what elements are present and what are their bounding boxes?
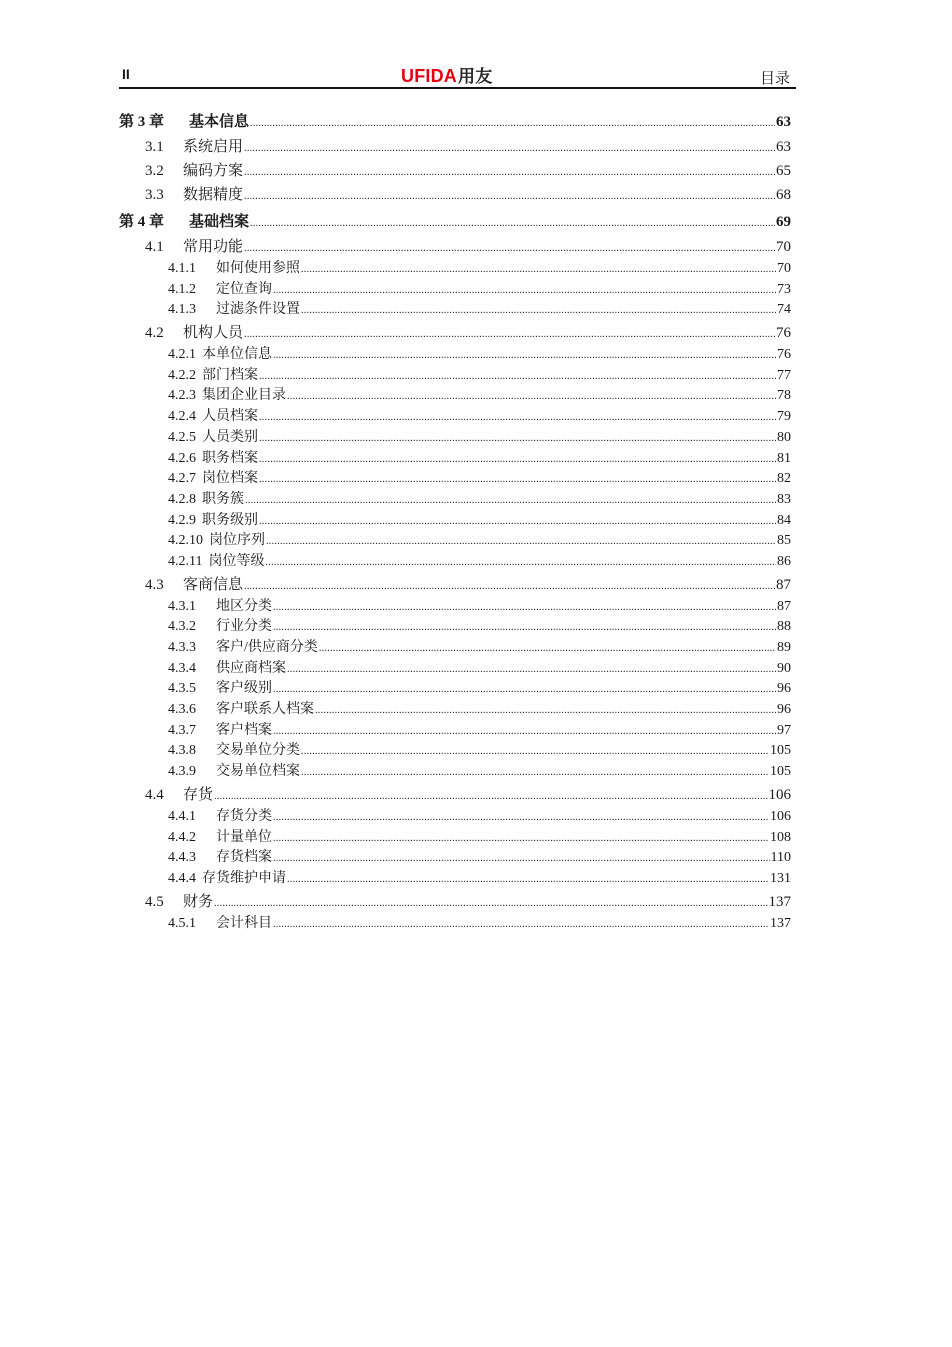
toc-entry-title: 基本信息 [189,114,250,130]
toc-entry-page: 110 [770,850,791,866]
toc-entry-page: 83 [777,491,791,507]
toc-entry-title: 客户档案 [216,722,272,738]
toc-entry-title: 职务档案 [202,450,258,466]
toc-entry-page: 96 [777,702,791,718]
toc-entry-page: 77 [777,367,791,383]
toc-entry-number: 4.3.3 [168,640,196,655]
toc-entry[interactable] [119,110,791,135]
toc-entry-number: 4.3.5 [168,681,196,697]
toc-entry-number: 4.2.10 [168,533,203,549]
toc-entry-number: 3.2 [145,163,164,179]
dot-leader [259,407,776,429]
toc-entry-number: 4.2.9 [168,512,196,528]
toc-entry-label [168,449,258,470]
toc-entry-label [168,848,272,869]
toc-entry-label [168,741,300,762]
toc-entry-title: 编码方案 [183,163,244,179]
toc-entry-label [168,345,272,366]
dot-leader [273,617,776,639]
toc-entry[interactable] [119,721,791,742]
toc-entry[interactable] [119,531,791,552]
dot-leader [259,449,776,471]
dot-leader [250,210,775,236]
dot-leader [244,135,775,161]
page-number: II [122,66,130,82]
toc-entry-number: 4.2.7 [168,471,196,487]
toc-entry-number: 4.3.9 [168,764,196,780]
toc-entry-page: 106 [770,808,791,824]
toc-entry[interactable] [119,597,791,618]
dot-leader [265,552,776,574]
toc-entry[interactable] [119,659,791,680]
dot-leader [273,914,769,936]
toc-entry-page: 78 [777,388,791,404]
toc-entry-number: 3.3 [145,187,164,203]
toc-entry[interactable] [119,783,791,807]
toc-entry[interactable] [119,700,791,721]
toc-entry-number: 4.2.4 [168,409,196,425]
toc-entry-title: 基础档案 [189,214,250,230]
toc-entry[interactable] [119,741,791,762]
toc-entry-page: 69 [776,214,791,230]
dot-leader [287,386,776,408]
toc-entry-page: 87 [777,598,791,614]
toc-entry-title: 定位查询 [216,281,272,297]
toc-entry-page: 137 [770,915,791,931]
toc-entry-number: 4.3.6 [168,702,196,718]
toc-entry-title: 过滤条件设置 [216,302,300,318]
dot-leader [273,597,776,619]
toc-entry-title: 职务簇 [202,491,244,507]
header-rule [119,87,796,89]
toc-entry-label [119,210,249,235]
toc-entry-number: 4.1.1 [168,261,196,276]
toc-entry[interactable] [119,407,791,428]
toc-entry-title: 人员类别 [202,429,258,445]
toc-entry-page: 65 [776,163,791,179]
toc-entry[interactable] [119,848,791,869]
dot-leader [245,490,776,512]
toc-entry-label [168,597,272,618]
toc-entry-number: 4.1.2 [168,281,196,297]
toc-entry-page: 108 [770,829,791,845]
toc-entry-label [168,679,272,700]
toc-entry-page: 82 [777,471,791,487]
logo-cn: 用友 [458,67,493,86]
toc-entry-page: 63 [776,114,791,130]
toc-entry-page: 105 [770,764,791,780]
toc-entry-page: 68 [776,187,791,203]
toc-entry[interactable] [119,183,791,207]
toc-entry-title: 客商信息 [183,576,244,593]
dot-leader [259,366,776,388]
toc-entry[interactable] [119,386,791,407]
toc-entry-number: 4.2.1 [168,347,196,363]
toc-entry[interactable] [119,428,791,449]
toc-entry[interactable] [119,490,791,511]
toc-entry[interactable] [119,679,791,700]
toc-entry-title: 机构人员 [183,325,244,342]
toc-entry-title: 客户级别 [216,681,272,697]
dot-leader [259,428,776,450]
toc-entry[interactable] [119,914,791,935]
toc-entry-label [168,280,272,301]
dot-leader [259,469,776,491]
toc-entry-number: 4.3.8 [168,743,196,759]
toc-entry-label [145,573,243,597]
toc-entry[interactable] [119,869,791,890]
toc-entry-label [168,531,265,552]
logo-brand: UFIDA [401,66,457,86]
ufida-logo [401,62,492,87]
toc-entry-page: 89 [777,640,791,655]
toc-entry-page: 81 [777,450,791,466]
toc-entry-number: 第 3 章 [119,114,165,130]
toc-entry-page: 79 [777,409,791,425]
toc-entry-number: 4.3.1 [168,598,196,614]
toc-entry-number: 4.2.11 [168,553,203,569]
toc-entry-page: 70 [776,239,791,255]
toc-entry-label [145,783,213,807]
toc-entry[interactable] [119,280,791,301]
toc-entry[interactable] [119,638,791,659]
toc-entry[interactable] [119,300,791,321]
toc-entry-number: 4.3.4 [168,660,196,676]
toc-entry-page: 80 [777,429,791,445]
toc-entry-label [168,700,314,721]
dot-leader [244,235,775,261]
toc-entry-number: 4.4 [145,786,164,803]
toc-entry[interactable] [119,890,791,914]
toc-entry-title: 岗位档案 [202,471,258,487]
dot-leader [244,573,775,599]
toc-entry-label [168,721,272,742]
toc-entry-number: 3.1 [145,139,164,155]
toc-entry-number: 4.4.3 [168,850,196,866]
toc-entry-title: 会计科目 [216,915,272,931]
toc-entry-number: 4.5 [145,893,164,910]
toc-entry-number: 4.4.1 [168,808,196,824]
toc-entry-label [168,386,286,407]
toc-entry-label [145,890,213,914]
toc-entry[interactable] [119,469,791,490]
toc-entry-title: 数据精度 [183,187,244,203]
toc-entry-number: 第 4 章 [119,214,165,230]
toc-entry-number: 4.2.8 [168,491,196,507]
toc-entry-title: 如何使用参照 [216,261,300,276]
toc-entry[interactable] [119,210,791,235]
dot-leader [273,807,769,829]
toc-entry-page: 84 [777,512,791,528]
dot-leader [214,890,767,916]
toc-entry-page: 137 [768,893,791,910]
toc-entry-title: 客户联系人档案 [216,702,314,718]
toc-entry-label [168,428,258,449]
dot-leader [315,700,776,722]
toc-entry-label [168,807,272,828]
toc-entry-page: 90 [777,660,791,676]
dot-leader [244,159,775,185]
toc-entry[interactable] [119,321,791,345]
toc-entry-title: 存货分类 [216,808,272,824]
dot-leader [244,321,775,347]
toc-entry-number: 4.1 [145,239,164,255]
toc-entry-number: 4.1.3 [168,302,196,318]
toc-entry-title: 部门档案 [202,367,258,383]
toc-entry-title: 存货 [183,786,214,803]
toc-entry-number: 4.2.5 [168,429,196,445]
toc-entry[interactable] [119,235,791,259]
dot-leader [287,869,769,891]
toc-entry[interactable] [119,617,791,638]
dot-leader [244,183,775,209]
toc-entry-number: 4.5.1 [168,915,196,931]
toc-entry-title: 计量单位 [216,829,272,845]
toc-entry-page: 86 [777,553,791,569]
toc-entry-label [119,110,249,135]
toc-entry-number: 4.2.3 [168,388,196,404]
toc-entry[interactable] [119,828,791,849]
toc-entry-page: 63 [776,139,791,155]
dot-leader [273,679,776,701]
toc-entry-label [168,552,264,573]
toc-entry-label [145,183,243,207]
toc-entry-label [168,490,244,511]
toc-entry-title: 系统启用 [183,139,244,155]
toc-entry-title: 交易单位档案 [216,764,300,780]
toc-entry-number: 4.2.2 [168,367,196,383]
toc-entry-number: 4.3 [145,576,164,593]
toc-entry[interactable] [119,807,791,828]
toc-entry-title: 常用功能 [183,239,244,255]
toc-entry-page: 106 [768,786,791,803]
toc-entry-number: 4.2 [145,325,164,342]
toc-entry-number: 4.2.6 [168,450,196,466]
toc-entry-label [168,469,258,490]
toc-entry[interactable] [119,159,791,183]
toc-entry-label [168,869,286,890]
toc-entry-page: 131 [770,870,791,886]
dot-leader [301,300,776,322]
dot-leader [301,762,769,784]
toc-entry-label [168,638,318,659]
toc-entry[interactable] [119,573,791,597]
toc-entry-title: 交易单位分类 [216,743,300,759]
toc-entry-label [168,914,272,935]
toc-entry-title: 客户/供应商分类 [216,640,318,655]
toc-entry[interactable] [119,366,791,387]
toc-entry-label [168,659,286,680]
toc-entry-page: 74 [777,302,791,318]
toc-entry-title: 财务 [183,893,214,910]
dot-leader [273,828,769,850]
toc-entry-label [168,617,272,638]
toc-entry-label [168,828,272,849]
toc-entry-title: 职务级别 [202,512,258,528]
dot-leader [250,110,775,136]
toc-entry[interactable] [119,762,791,783]
toc-entry[interactable] [119,552,791,573]
toc-entry-title: 岗位序列 [209,533,265,549]
dot-leader [273,721,776,743]
toc-entry-title: 人员档案 [202,409,258,425]
toc-entry-title: 供应商档案 [216,660,286,676]
toc-entry[interactable] [119,449,791,470]
dot-leader [273,848,770,870]
dot-leader [301,741,769,763]
toc-entry-label [145,321,243,345]
toc-entry-page: 73 [777,281,791,297]
toc-entry-title: 存货档案 [216,850,272,866]
toc-entry-label [168,259,300,280]
toc-entry-page: 88 [777,619,791,635]
toc-entry-page: 97 [777,722,791,738]
toc-entry-title: 本单位信息 [202,347,272,363]
toc-entry-page: 70 [777,261,791,276]
toc-entry[interactable] [119,511,791,532]
toc-entry-page: 76 [777,347,791,363]
toc-entry-label [145,159,243,183]
dot-leader [273,345,776,367]
toc-entry-number: 4.4.2 [168,829,196,845]
toc-entry[interactable] [119,259,791,280]
dot-leader [214,783,767,809]
dot-leader [287,659,776,681]
toc-entry-label [168,762,300,783]
toc-entry-page: 87 [776,576,791,593]
toc-entry-page: 96 [777,681,791,697]
toc-entry-label [168,300,300,321]
toc-entry-number: 4.3.7 [168,722,196,738]
toc-entry-label [168,366,258,387]
toc-entry-page: 76 [776,325,791,342]
dot-leader [301,259,776,281]
dot-leader [259,511,776,533]
page-header [119,60,796,90]
toc-entry-label [168,511,258,532]
toc-entry[interactable] [119,345,791,366]
toc-entry[interactable] [119,135,791,159]
toc-entry-number: 4.3.2 [168,619,196,635]
toc-entry-title: 存货维护申请 [202,870,286,886]
toc-entry-title: 岗位等级 [208,553,265,569]
table-of-contents [119,110,791,934]
dot-leader [273,280,776,302]
section-title: 目录 [759,71,790,87]
toc-entry-label [145,235,243,259]
toc-entry-label [168,407,258,428]
toc-entry-title: 集团企业目录 [202,388,286,404]
toc-entry-label [145,135,243,159]
toc-entry-number: 4.4.4 [168,870,196,886]
toc-entry-page: 105 [770,743,791,759]
toc-entry-title: 行业分类 [216,619,272,635]
dot-leader [319,638,776,660]
toc-entry-page: 85 [777,533,791,549]
toc-entry-title: 地区分类 [216,598,272,614]
dot-leader [266,531,776,553]
